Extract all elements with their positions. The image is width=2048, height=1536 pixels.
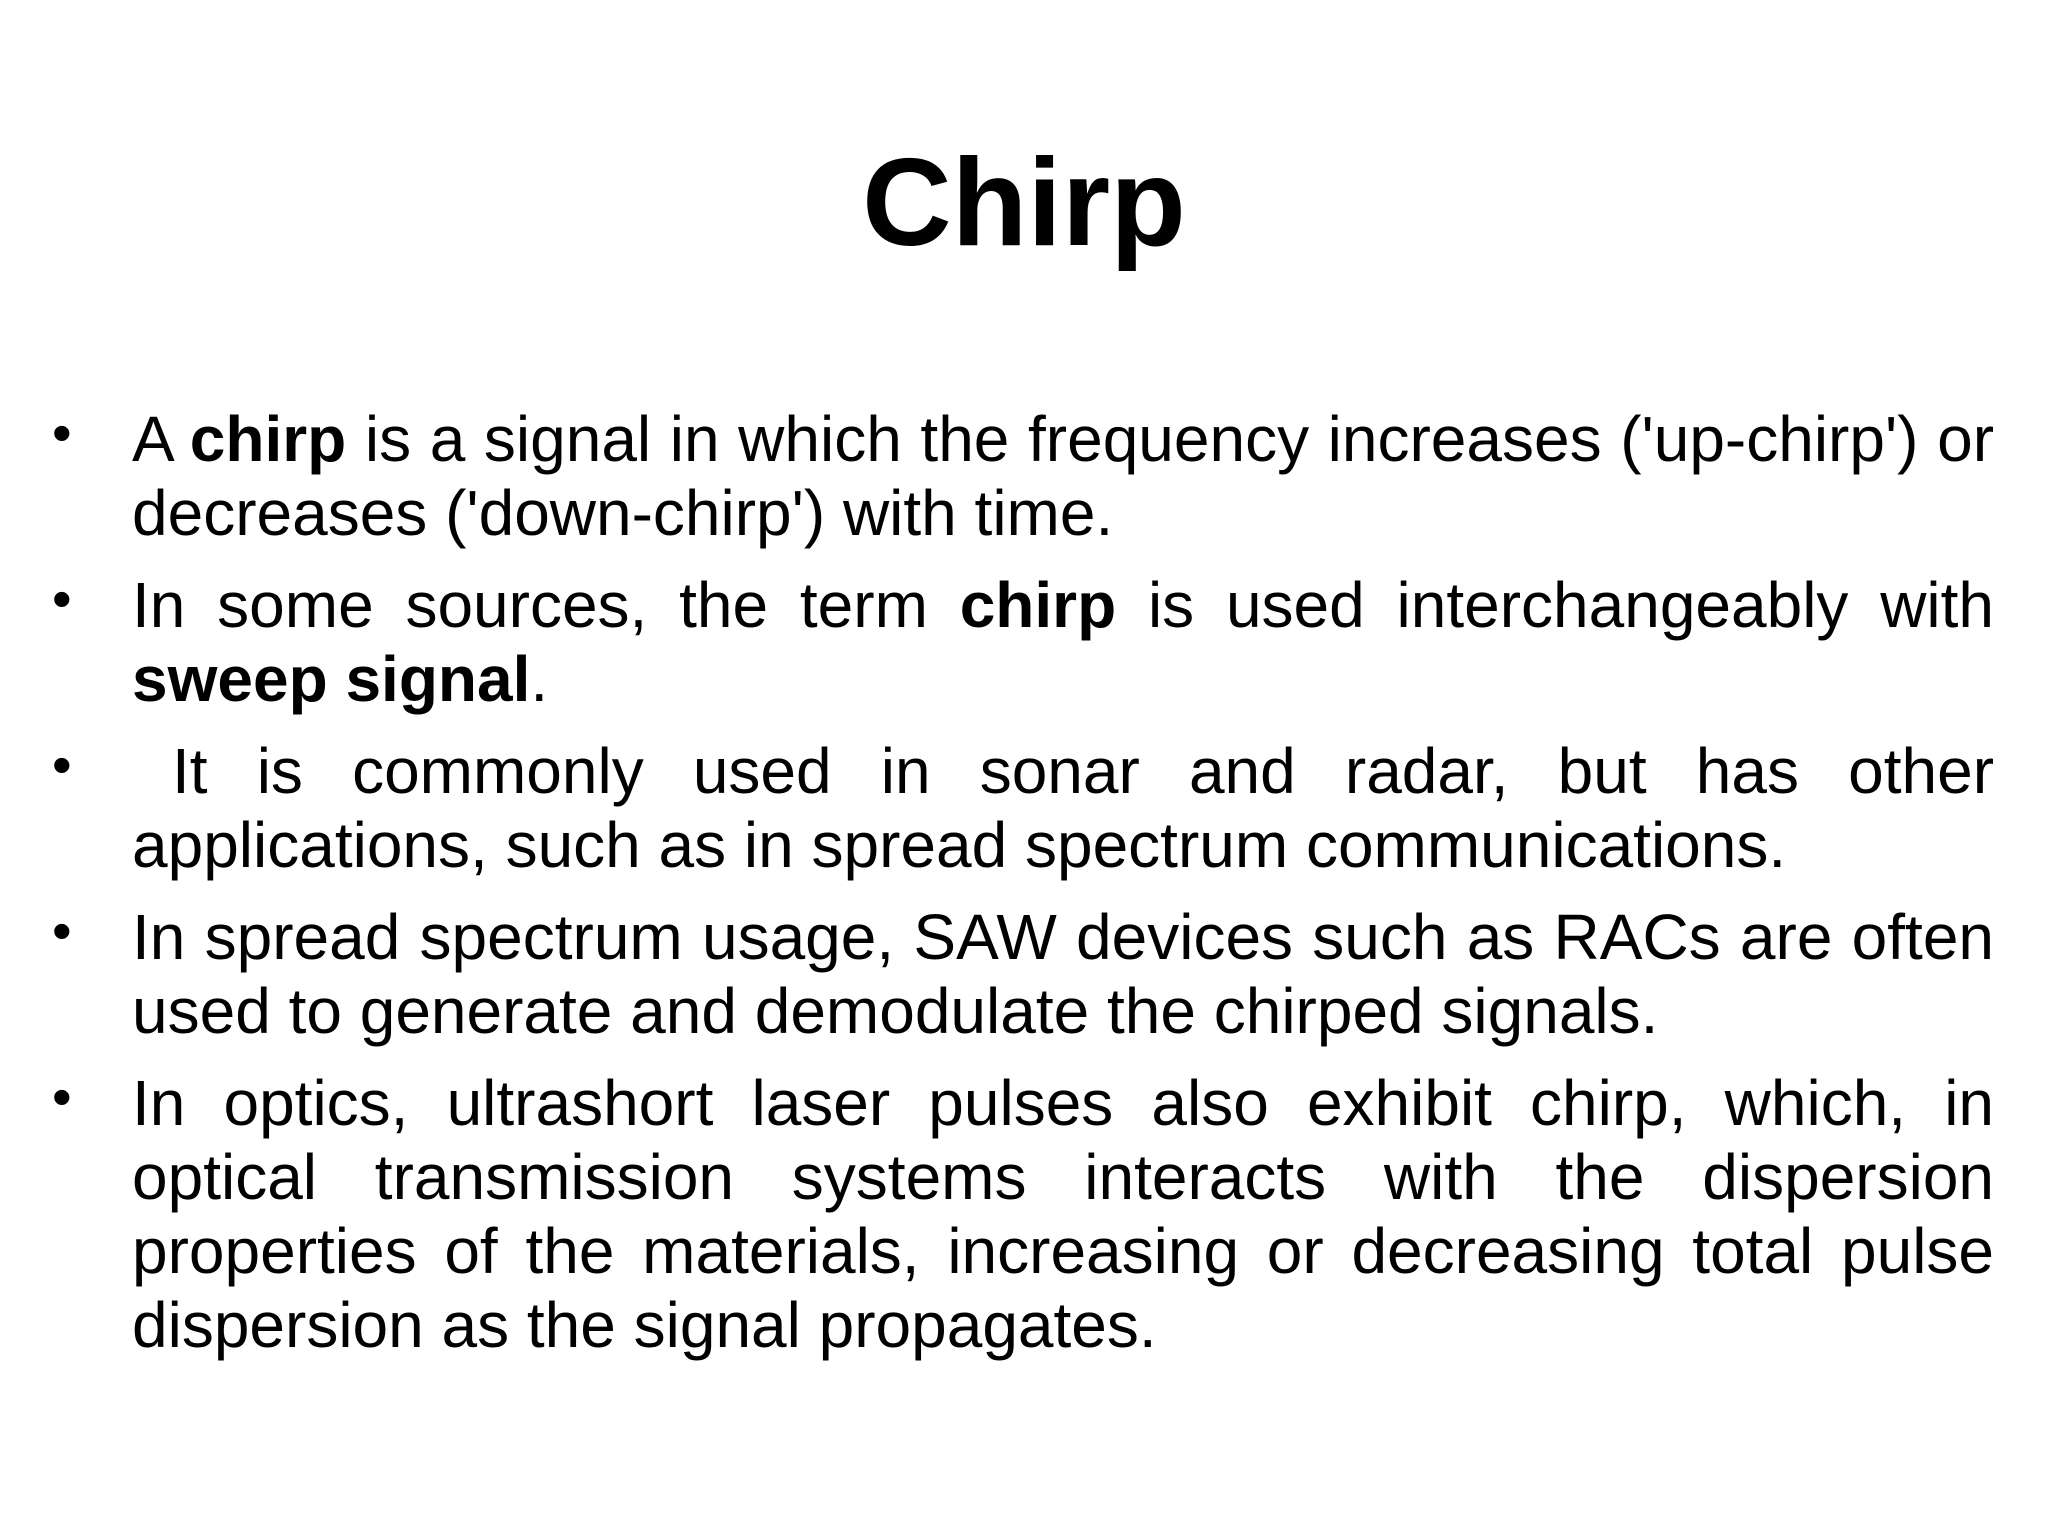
bullet-item-5 [52, 1065, 1994, 1362]
bullet-dot-icon: • [52, 567, 72, 630]
bullet-text: is a signal in which the frequency increases ('up-chirp') or decreases ('down-chirp') with time. [132, 403, 1995, 549]
bullet-text: In spread spectrum usage, SAW devices such as RACs are often used to generate and demodulate the chirped signals. [132, 901, 1994, 1047]
bullet-dot-icon: • [52, 1065, 72, 1128]
slide-title: Chirp [862, 134, 1186, 272]
bullet-text: A [132, 403, 190, 475]
bullet-dot-icon: • [52, 899, 72, 962]
bold-term: chirp [959, 569, 1117, 641]
bullet-item-2 [52, 567, 1995, 716]
bullet-list [52, 401, 1995, 1380]
bullet-item-4 [52, 899, 1994, 1048]
bullet-dot-icon: • [52, 733, 72, 796]
bullet-text: . [530, 643, 549, 715]
bullet-item-1 [52, 401, 1995, 550]
bullet-dot-icon: • [52, 401, 72, 464]
bullet-text: In optics, ultrashort laser pulses also exhibit chirp, which, in optical transmission systems interacts with the dispersion properties of the materials, increasing or decreasing total pulse dispersion as the signal propagates. [132, 1067, 1994, 1361]
bullet-item-3 [52, 733, 1994, 882]
bold-term: sweep signal [132, 643, 531, 715]
bullet-text: In some sources, the term [132, 569, 960, 641]
bold-term: chirp [189, 403, 347, 475]
bullet-text: It is commonly used in sonar and radar, but has other applications, such as in spread spectrum communications. [132, 735, 1994, 881]
bullet-text: is used interchangeably with [1116, 569, 1995, 641]
